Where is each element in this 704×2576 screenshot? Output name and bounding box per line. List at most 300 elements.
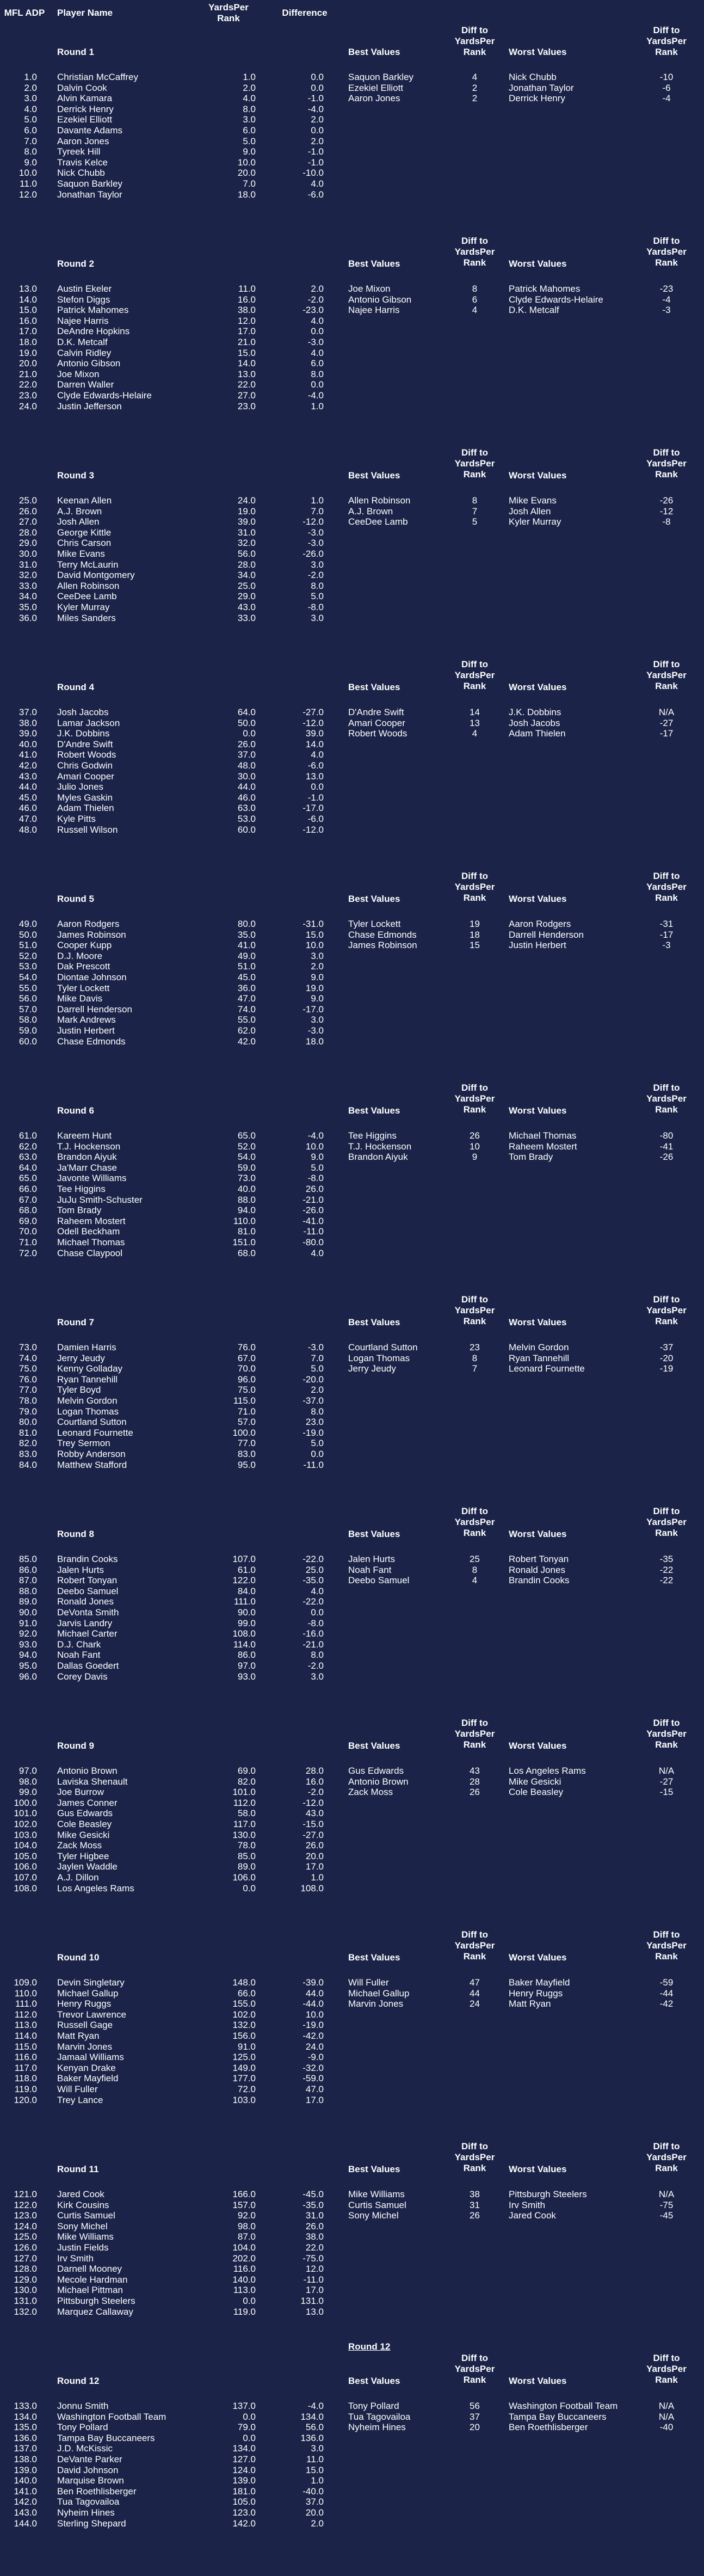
best-value-diff: 4 [472, 1575, 478, 1586]
cell-adp: 115.0 [14, 2041, 37, 2052]
cell-rank: 156.0 [232, 2031, 256, 2041]
cell-diff: -3.0 [307, 337, 324, 347]
cell-diff: 3.0 [311, 1015, 324, 1025]
cell-name: Marvin Jones [57, 2041, 113, 2052]
round-label: Round 3 [57, 470, 94, 481]
cell-diff: -3.0 [307, 538, 324, 549]
cell-adp: 98.0 [18, 1776, 37, 1787]
cell-adp: 96.0 [18, 1671, 37, 1682]
cell-diff: 20.0 [305, 1850, 324, 1861]
cell-adp: 90.0 [18, 1607, 37, 1618]
table-row [0, 739, 348, 750]
worst-value-name: Cole Beasley [509, 1787, 564, 1798]
cell-name: Jamaal Williams [57, 2052, 124, 2063]
cell-name: Aaron Rodgers [57, 919, 120, 929]
worst-value-name: Henry Ruggs [509, 1988, 563, 1999]
cell-rank: 117.0 [233, 1819, 256, 1829]
best-values-header: Best Values [348, 2164, 400, 2174]
cell-diff: -12.0 [302, 717, 324, 728]
cell-name: Henry Ruggs [57, 1999, 112, 2009]
best-value-name: Chase Edmonds [348, 929, 417, 940]
cell-rank: 75.0 [237, 1385, 256, 1395]
cell-name: Matthew Stafford [57, 1459, 127, 1470]
table-row [0, 2231, 348, 2242]
cell-diff: 3.0 [311, 612, 324, 623]
cell-rank: 19.0 [237, 506, 256, 517]
worst-value-diff: N/A [658, 707, 675, 717]
cell-adp: 134.0 [14, 2411, 37, 2422]
cell-adp: 35.0 [18, 602, 37, 612]
worst-value-diff: -20 [659, 1352, 674, 1363]
cell-rank: 66.0 [237, 1988, 256, 1999]
cell-diff: 0.0 [311, 125, 324, 136]
cell-name: Mike Davis [57, 993, 103, 1004]
worst-value-diff: -17 [659, 728, 674, 739]
cell-diff: -40.0 [302, 2486, 324, 2497]
cell-diff: 43.0 [305, 1808, 324, 1819]
cell-rank: 52.0 [237, 1141, 256, 1152]
round-label: Round 4 [57, 682, 94, 692]
cell-name: James Conner [57, 1797, 118, 1808]
cell-adp: 102.0 [14, 1819, 37, 1829]
worst-value-diff: N/A [658, 2401, 675, 2411]
table-row [0, 1639, 348, 1650]
table-row [0, 2063, 348, 2074]
best-value-name: Courtland Sutton [348, 1342, 418, 1352]
cell-adp: 17.0 [18, 326, 37, 337]
best-value-diff: 9 [472, 1152, 478, 1163]
cell-name: Kyler Murray [57, 602, 110, 612]
cell-rank: 124.0 [232, 2464, 256, 2475]
worst-value-name: Mike Evans [509, 495, 557, 506]
cell-rank: 61.0 [237, 1564, 256, 1575]
table-row [0, 2264, 348, 2274]
cell-adp: 30.0 [18, 549, 37, 559]
best-value-name: Michael Gallup [348, 1988, 410, 1999]
worst-value-name: Kyler Murray [509, 517, 561, 527]
worst-values-header: Worst Values [509, 1741, 567, 1751]
table-row [0, 390, 348, 401]
cell-diff: 10.0 [305, 1141, 324, 1152]
table-row [0, 2307, 348, 2317]
cell-adp: 84.0 [18, 1459, 37, 1470]
round-block [0, 27, 704, 239]
table-row [0, 1036, 348, 1047]
cell-adp: 85.0 [18, 1554, 37, 1564]
cell-diff: -8.0 [307, 602, 324, 612]
table-row [0, 1004, 348, 1015]
cell-name: Calvin Ridley [57, 347, 112, 358]
cell-rank: 22.0 [237, 379, 256, 390]
cell-diff: 5.0 [311, 1438, 324, 1449]
cell-name: Dallas Goedert [57, 1661, 119, 1671]
cell-adp: 34.0 [18, 591, 37, 602]
cell-rank: 15.0 [237, 347, 256, 358]
cell-diff: 0.0 [311, 1607, 324, 1618]
table-row [0, 707, 348, 718]
cell-diff: -1.0 [307, 146, 324, 157]
cell-name: Baker Mayfield [57, 2073, 119, 2084]
cell-adp: 32.0 [18, 570, 37, 581]
round-label: Round 5 [57, 894, 94, 904]
cell-rank: 87.0 [237, 2231, 256, 2242]
cell-diff: -75.0 [302, 2253, 324, 2264]
cell-adp: 107.0 [14, 1872, 37, 1883]
cell-rank: 181.0 [232, 2486, 256, 2497]
diff-rank-header-worst: Diff to YardsPer Rank [646, 1506, 687, 1538]
cell-adp: 66.0 [18, 1184, 37, 1194]
worst-value-name: Raheem Mostert [509, 1141, 577, 1152]
cell-adp: 108.0 [14, 1883, 37, 1893]
worst-value-name: Los Angeles Rams [509, 1766, 586, 1776]
table-row [0, 2422, 348, 2433]
table-row [0, 2401, 348, 2412]
table-row [0, 2020, 348, 2031]
table-row [0, 983, 348, 994]
cell-rank: 72.0 [237, 2084, 256, 2094]
cell-rank: 99.0 [237, 1618, 256, 1628]
table-row [0, 1184, 348, 1195]
cell-diff: 12.0 [305, 2264, 324, 2274]
table-row [0, 527, 348, 538]
cell-diff: 26.0 [305, 1840, 324, 1851]
cell-rank: 38.0 [237, 305, 256, 316]
cell-diff: 47.0 [305, 2084, 324, 2094]
cell-rank: 202.0 [232, 2253, 256, 2264]
worst-value-name: Matt Ryan [509, 1999, 551, 2009]
cell-rank: 97.0 [237, 1661, 256, 1671]
cell-diff: 0.0 [311, 82, 324, 93]
cell-adp: 114.0 [14, 2031, 37, 2041]
round-block [0, 1929, 704, 2144]
cell-diff: -1.0 [307, 792, 324, 803]
cell-adp: 118.0 [14, 2073, 37, 2084]
cell-name: Dak Prescott [57, 961, 110, 972]
cell-rank: 28.0 [237, 559, 256, 570]
best-value-diff: 7 [472, 506, 478, 517]
cell-rank: 77.0 [237, 1438, 256, 1449]
cell-name: Julio Jones [57, 782, 104, 792]
best-values-header: Best Values [348, 47, 400, 57]
cell-name: Will Fuller [57, 2084, 98, 2094]
best-value-name: Nyheim Hines [348, 2422, 406, 2433]
cell-name: Trey Lance [57, 2094, 103, 2105]
cell-name: Courtland Sutton [57, 1417, 127, 1428]
best-value-diff: 10 [470, 1141, 480, 1152]
cell-rank: 0.0 [243, 728, 256, 739]
cell-diff: -12.0 [302, 1797, 324, 1808]
cell-name: Darrell Henderson [57, 1004, 132, 1015]
cell-adp: 22.0 [18, 379, 37, 390]
table-row [0, 771, 348, 782]
cell-adp: 142.0 [14, 2497, 37, 2507]
round-block [0, 236, 704, 451]
cell-rank: 89.0 [237, 1861, 256, 1872]
cell-adp: 50.0 [18, 929, 37, 940]
cell-diff: -6.0 [307, 814, 324, 824]
cell-rank: 13.0 [237, 368, 256, 379]
table-row [0, 125, 348, 136]
cell-adp: 25.0 [18, 495, 37, 506]
cell-rank: 41.0 [237, 940, 256, 951]
cell-adp: 47.0 [18, 814, 37, 824]
cell-rank: 64.0 [237, 707, 256, 717]
table-row [0, 72, 348, 83]
best-values-header: Best Values [348, 1105, 400, 1116]
cell-rank: 24.0 [237, 495, 256, 506]
worst-value-diff: -3 [662, 940, 671, 951]
worst-values-header: Worst Values [509, 2164, 567, 2174]
diff-rank-header-worst: Diff to YardsPer Rank [646, 1083, 687, 1115]
cell-name: Cole Beasley [57, 1819, 112, 1829]
worst-values-header: Worst Values [509, 1317, 567, 1327]
cell-name: Allen Robinson [57, 580, 120, 591]
cell-rank: 90.0 [237, 1607, 256, 1618]
cell-adp: 63.0 [18, 1152, 37, 1163]
cell-rank: 48.0 [237, 760, 256, 771]
cell-rank: 94.0 [237, 1205, 256, 1216]
column-headers [0, 0, 704, 27]
cell-diff: 13.0 [305, 771, 324, 782]
cell-name: Curtis Samuel [57, 2210, 115, 2221]
table-row [0, 1650, 348, 1661]
cell-diff: -8.0 [307, 1618, 324, 1628]
cell-rank: 43.0 [237, 602, 256, 612]
cell-name: Adam Thielen [57, 803, 114, 814]
cell-diff: 2.0 [311, 136, 324, 146]
cell-rank: 122.0 [232, 1575, 256, 1586]
cell-adp: 94.0 [18, 1650, 37, 1661]
table-row [0, 560, 348, 570]
worst-values-header: Worst Values [509, 1529, 567, 1539]
best-value-diff: 4 [472, 305, 478, 316]
round-label: Round 12 [57, 2376, 100, 2386]
cell-adp: 74.0 [18, 1352, 37, 1363]
cell-name: Tyler Higbee [57, 1850, 109, 1861]
cell-rank: 33.0 [237, 612, 256, 623]
worst-value-diff: -26 [659, 1152, 674, 1163]
cell-diff: 5.0 [311, 1363, 324, 1374]
best-value-name: Tee Higgins [348, 1130, 397, 1141]
table-row [0, 2095, 348, 2106]
best-value-diff: 18 [470, 929, 480, 940]
best-value-name: Gus Edwards [348, 1766, 404, 1776]
cell-rank: 132.0 [232, 2020, 256, 2031]
best-value-name: Deebo Samuel [348, 1575, 410, 1586]
cell-name: Noah Fant [57, 1650, 101, 1661]
cell-name: Tony Pollard [57, 2422, 108, 2433]
cell-diff: -2.0 [307, 1787, 324, 1798]
cell-adp: 24.0 [18, 401, 37, 411]
best-value-diff: 4 [472, 728, 478, 739]
cell-name: Matt Ryan [57, 2031, 100, 2041]
table-row [0, 538, 348, 549]
cell-diff: 136.0 [300, 2432, 324, 2443]
diff-rank-header-worst: Diff to YardsPer Rank [646, 236, 687, 268]
round-label: Round 11 [57, 2164, 99, 2174]
cell-adp: 14.0 [18, 294, 37, 305]
cell-adp: 135.0 [14, 2422, 37, 2433]
cell-diff: 31.0 [305, 2210, 324, 2221]
table-row [0, 591, 348, 602]
cell-adp: 103.0 [14, 1829, 37, 1840]
cell-adp: 83.0 [18, 1449, 37, 1459]
table-row [0, 168, 348, 179]
best-value-name: Amari Cooper [348, 717, 405, 728]
cell-adp: 42.0 [18, 760, 37, 771]
cell-name: Nick Chubb [57, 168, 105, 179]
best-value-name: Brandon Aiyuk [348, 1152, 408, 1163]
cell-rank: 86.0 [237, 1650, 256, 1661]
cell-adp: 3.0 [24, 93, 37, 104]
cell-adp: 44.0 [18, 782, 37, 792]
cell-diff: 8.0 [311, 368, 324, 379]
table-row [0, 2210, 348, 2221]
cell-name: Robby Anderson [57, 1449, 126, 1459]
cell-adp: 132.0 [14, 2306, 37, 2317]
cell-rank: 2.0 [243, 82, 256, 93]
table-row [0, 1554, 348, 1565]
cell-rank: 107.0 [232, 1554, 256, 1564]
cell-adp: 21.0 [18, 368, 37, 379]
table-row [0, 136, 348, 147]
cell-rank: 36.0 [237, 982, 256, 993]
table-row [0, 792, 348, 803]
header-difference: Difference [282, 8, 328, 18]
diff-rank-header-best: Diff to YardsPer Rank [454, 659, 495, 691]
cell-name: Melvin Gordon [57, 1395, 118, 1406]
cell-diff: -35.0 [302, 2199, 324, 2210]
cell-rank: 31.0 [237, 527, 256, 538]
best-value-diff: 37 [470, 2411, 480, 2422]
cell-diff: -26.0 [302, 1205, 324, 1216]
cell-name: Darren Waller [57, 379, 114, 390]
cell-diff: -21.0 [302, 1639, 324, 1650]
cell-name: Ja'Marr Chase [57, 1162, 118, 1173]
cell-rank: 25.0 [237, 580, 256, 591]
cell-adp: 75.0 [18, 1363, 37, 1374]
cell-adp: 112.0 [14, 2009, 37, 2020]
cell-diff: 14.0 [305, 739, 324, 749]
cell-diff: 7.0 [311, 506, 324, 517]
round-block [0, 1294, 704, 1509]
cell-diff: 26.0 [305, 1184, 324, 1194]
table-row [0, 1385, 348, 1395]
cell-name: Russell Gage [57, 2020, 113, 2031]
cell-rank: 125.0 [232, 2052, 256, 2063]
best-value-diff: 26 [470, 2210, 480, 2221]
table-row [0, 549, 348, 560]
cell-diff: 0.0 [311, 326, 324, 337]
cell-diff: 3.0 [311, 1671, 324, 1682]
cell-adp: 120.0 [14, 2094, 37, 2105]
cell-rank: 104.0 [232, 2242, 256, 2253]
cell-diff: 9.0 [311, 972, 324, 982]
best-value-diff: 13 [470, 717, 480, 728]
cell-name: Saquon Barkley [57, 179, 123, 189]
cell-adp: 16.0 [18, 315, 37, 326]
cell-rank: 4.0 [243, 93, 256, 104]
cell-name: Amari Cooper [57, 771, 114, 782]
cell-adp: 78.0 [18, 1395, 37, 1406]
table-row [0, 495, 348, 506]
cell-rank: 55.0 [237, 1015, 256, 1025]
table-row [0, 305, 348, 316]
worst-value-diff: -26 [659, 495, 674, 506]
table-row [0, 2031, 348, 2042]
cell-rank: 70.0 [237, 1363, 256, 1374]
worst-value-name: Josh Allen [509, 506, 551, 517]
cell-name: Leonard Fournette [57, 1427, 133, 1438]
table-row [0, 1141, 348, 1152]
cell-name: Justin Jefferson [57, 401, 122, 411]
worst-value-name: Tampa Bay Buccaneers [509, 2411, 607, 2422]
best-value-name: Mike Williams [348, 2189, 405, 2199]
best-value-name: Antonio Gibson [348, 294, 412, 305]
cell-diff: 4.0 [311, 315, 324, 326]
cell-diff: -27.0 [302, 1829, 324, 1840]
cell-name: David Johnson [57, 2464, 119, 2475]
table-row [0, 2465, 348, 2476]
diff-rank-header-best: Diff to YardsPer Rank [454, 1083, 495, 1115]
table-row [0, 1575, 348, 1586]
cell-rank: 82.0 [237, 1776, 256, 1787]
cell-name: Kyle Pitts [57, 814, 96, 824]
cell-name: Joe Burrow [57, 1787, 104, 1798]
cell-adp: 87.0 [18, 1575, 37, 1586]
best-values-header: Best Values [348, 1317, 400, 1327]
round-label: Round 6 [57, 1105, 94, 1116]
cell-name: Derrick Henry [57, 103, 114, 114]
cell-rank: 20.0 [237, 168, 256, 179]
table-row [0, 1787, 348, 1798]
cell-name: Washington Football Team [57, 2411, 166, 2422]
cell-name: Trey Sermon [57, 1438, 110, 1449]
best-value-diff: 47 [470, 1977, 480, 1988]
cell-name: Mecole Hardman [57, 2274, 128, 2285]
cell-rank: 79.0 [237, 2422, 256, 2433]
cell-name: Dalvin Cook [57, 82, 107, 93]
worst-value-name: Pittsburgh Steelers [509, 2189, 587, 2199]
cell-diff: 23.0 [305, 1417, 324, 1428]
cell-diff: -10.0 [302, 168, 324, 179]
round-block [0, 2353, 704, 2568]
cell-rank: 105.0 [232, 2497, 256, 2507]
cell-diff: -44.0 [302, 1999, 324, 2009]
cell-name: Justin Herbert [57, 1025, 115, 1036]
worst-values-header: Worst Values [509, 894, 567, 904]
table-row [0, 337, 348, 348]
cell-name: Kenyan Drake [57, 2062, 116, 2073]
table-row [0, 1152, 348, 1163]
cell-name: D'Andre Swift [57, 739, 113, 749]
worst-value-name: J.K. Dobbins [509, 707, 561, 717]
cell-diff: -2.0 [307, 1661, 324, 1671]
header-player: Player Name [57, 8, 113, 18]
cell-name: A.J. Brown [57, 506, 102, 517]
cell-diff: 0.0 [311, 1449, 324, 1459]
cell-name: Kareem Hunt [57, 1130, 112, 1141]
cell-rank: 139.0 [232, 2475, 256, 2486]
worst-value-diff: -35 [659, 1554, 674, 1564]
cell-rank: 57.0 [237, 1417, 256, 1428]
cell-diff: -1.0 [307, 157, 324, 168]
cell-adp: 124.0 [14, 2221, 37, 2231]
diff-rank-header-worst: Diff to YardsPer Rank [646, 1929, 687, 1962]
cell-name: Ryan Tannehill [57, 1374, 118, 1385]
cell-adp: 40.0 [18, 739, 37, 749]
cell-name: Clyde Edwards-Helaire [57, 390, 152, 401]
